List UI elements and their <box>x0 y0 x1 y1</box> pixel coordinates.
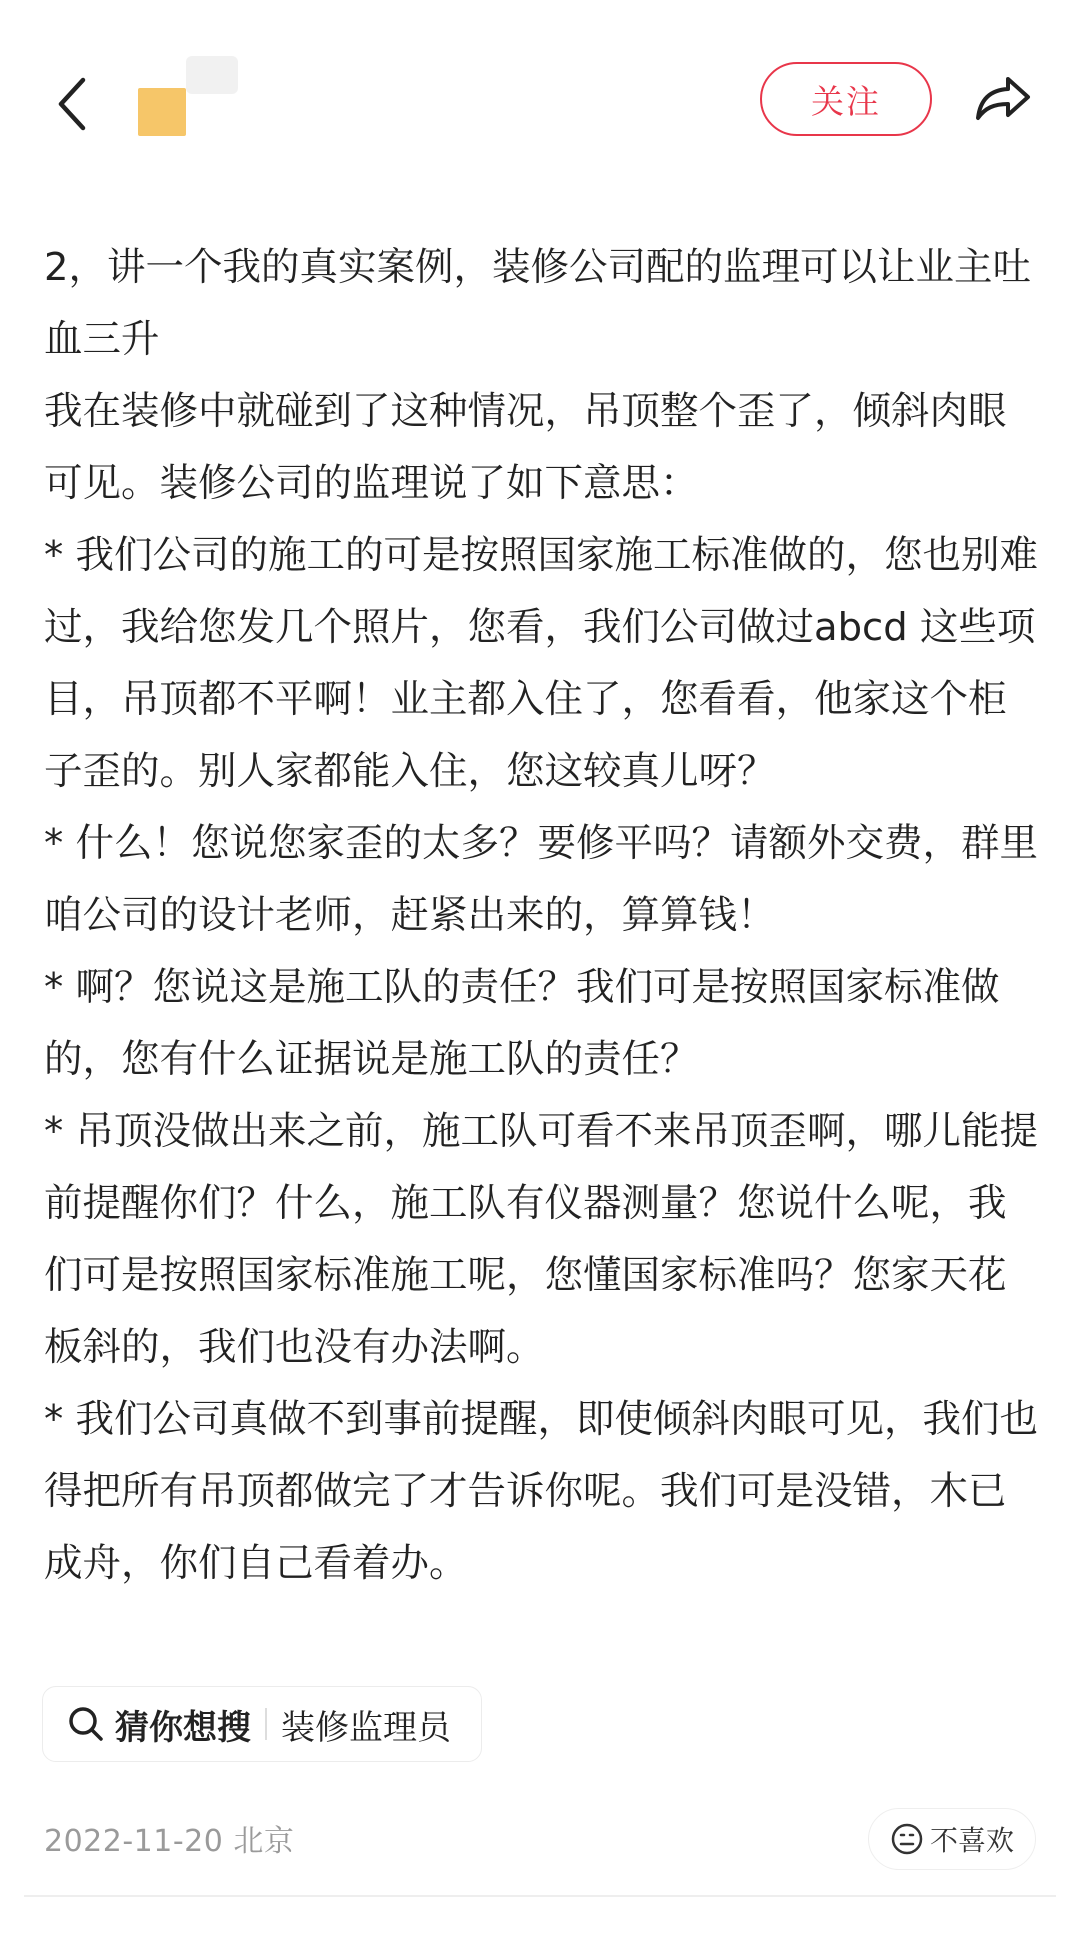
article-paragraph: * 我们公司的施工的可是按照国家施工标准做的，您也别难过，我给您发几个照片，您看，我们公司做过abcd 这些项目，吊顶都不平啊！业主都入住了，您看看，他家这个柜子歪的。别人家都能入住，您这较真儿呀？ <box>44 533 1038 794</box>
article-paragraph: * 啊？您说这是施工队的责任？我们可是按照国家标准做的，您有什么证据说是施工队的责任？ <box>44 965 1000 1082</box>
article-paragraph: * 我们公司真做不到事前提醒，即使倾斜肉眼可见，我们也得把所有吊顶都做完了才告诉你呢。我们可是没错，木已成舟，你们自己看着办。 <box>44 1397 1038 1586</box>
article-paragraph: 2，讲一个我的真实案例，装修公司配的监理可以让业主吐血三升 <box>44 245 1031 362</box>
back-button[interactable] <box>44 66 100 142</box>
top-bar <box>0 0 1080 190</box>
section-divider <box>24 1895 1056 1897</box>
dislike-button[interactable] <box>868 1808 1036 1870</box>
share-button[interactable] <box>970 68 1036 128</box>
article-paragraph: * 吊顶没做出来之前，施工队可看不来吊顶歪啊，哪儿能提前提醒你们？什么，施工队有仪器测量？您说什么呢，我们可是按照国家标准施工呢，您懂国家标准吗？您家天花板斜的，我们也没有办法啊。 <box>44 1109 1038 1370</box>
chevron-left-icon <box>55 76 89 132</box>
article-body <box>44 232 1044 1600</box>
neutral-face-icon <box>890 1822 924 1856</box>
author-name-blurred[interactable] <box>186 56 238 94</box>
chip-divider <box>265 1708 267 1740</box>
author-avatar[interactable] <box>138 88 186 136</box>
share-arrow-icon <box>974 73 1032 123</box>
dislike-label: 不喜欢 <box>929 1824 1014 1857</box>
post-date-location: 2022-11-20 北京 <box>44 1824 295 1859</box>
search-suggestion-chip[interactable] <box>42 1686 482 1762</box>
search-suggestion-prefix: 猜你想搜 <box>115 1707 251 1748</box>
article-paragraph: 我在装修中就碰到了这种情况，吊顶整个歪了，倾斜肉眼可见。装修公司的监理说了如下意思： <box>44 389 1007 506</box>
search-icon <box>67 1704 107 1744</box>
search-suggestion-query: 装修监理员 <box>281 1707 451 1748</box>
article-paragraph: * 什么！您说您家歪的太多？要修平吗？请额外交费，群里咱公司的设计老师，赶紧出来的，算算钱！ <box>44 821 1038 938</box>
follow-button[interactable]: 关注 <box>760 62 932 136</box>
